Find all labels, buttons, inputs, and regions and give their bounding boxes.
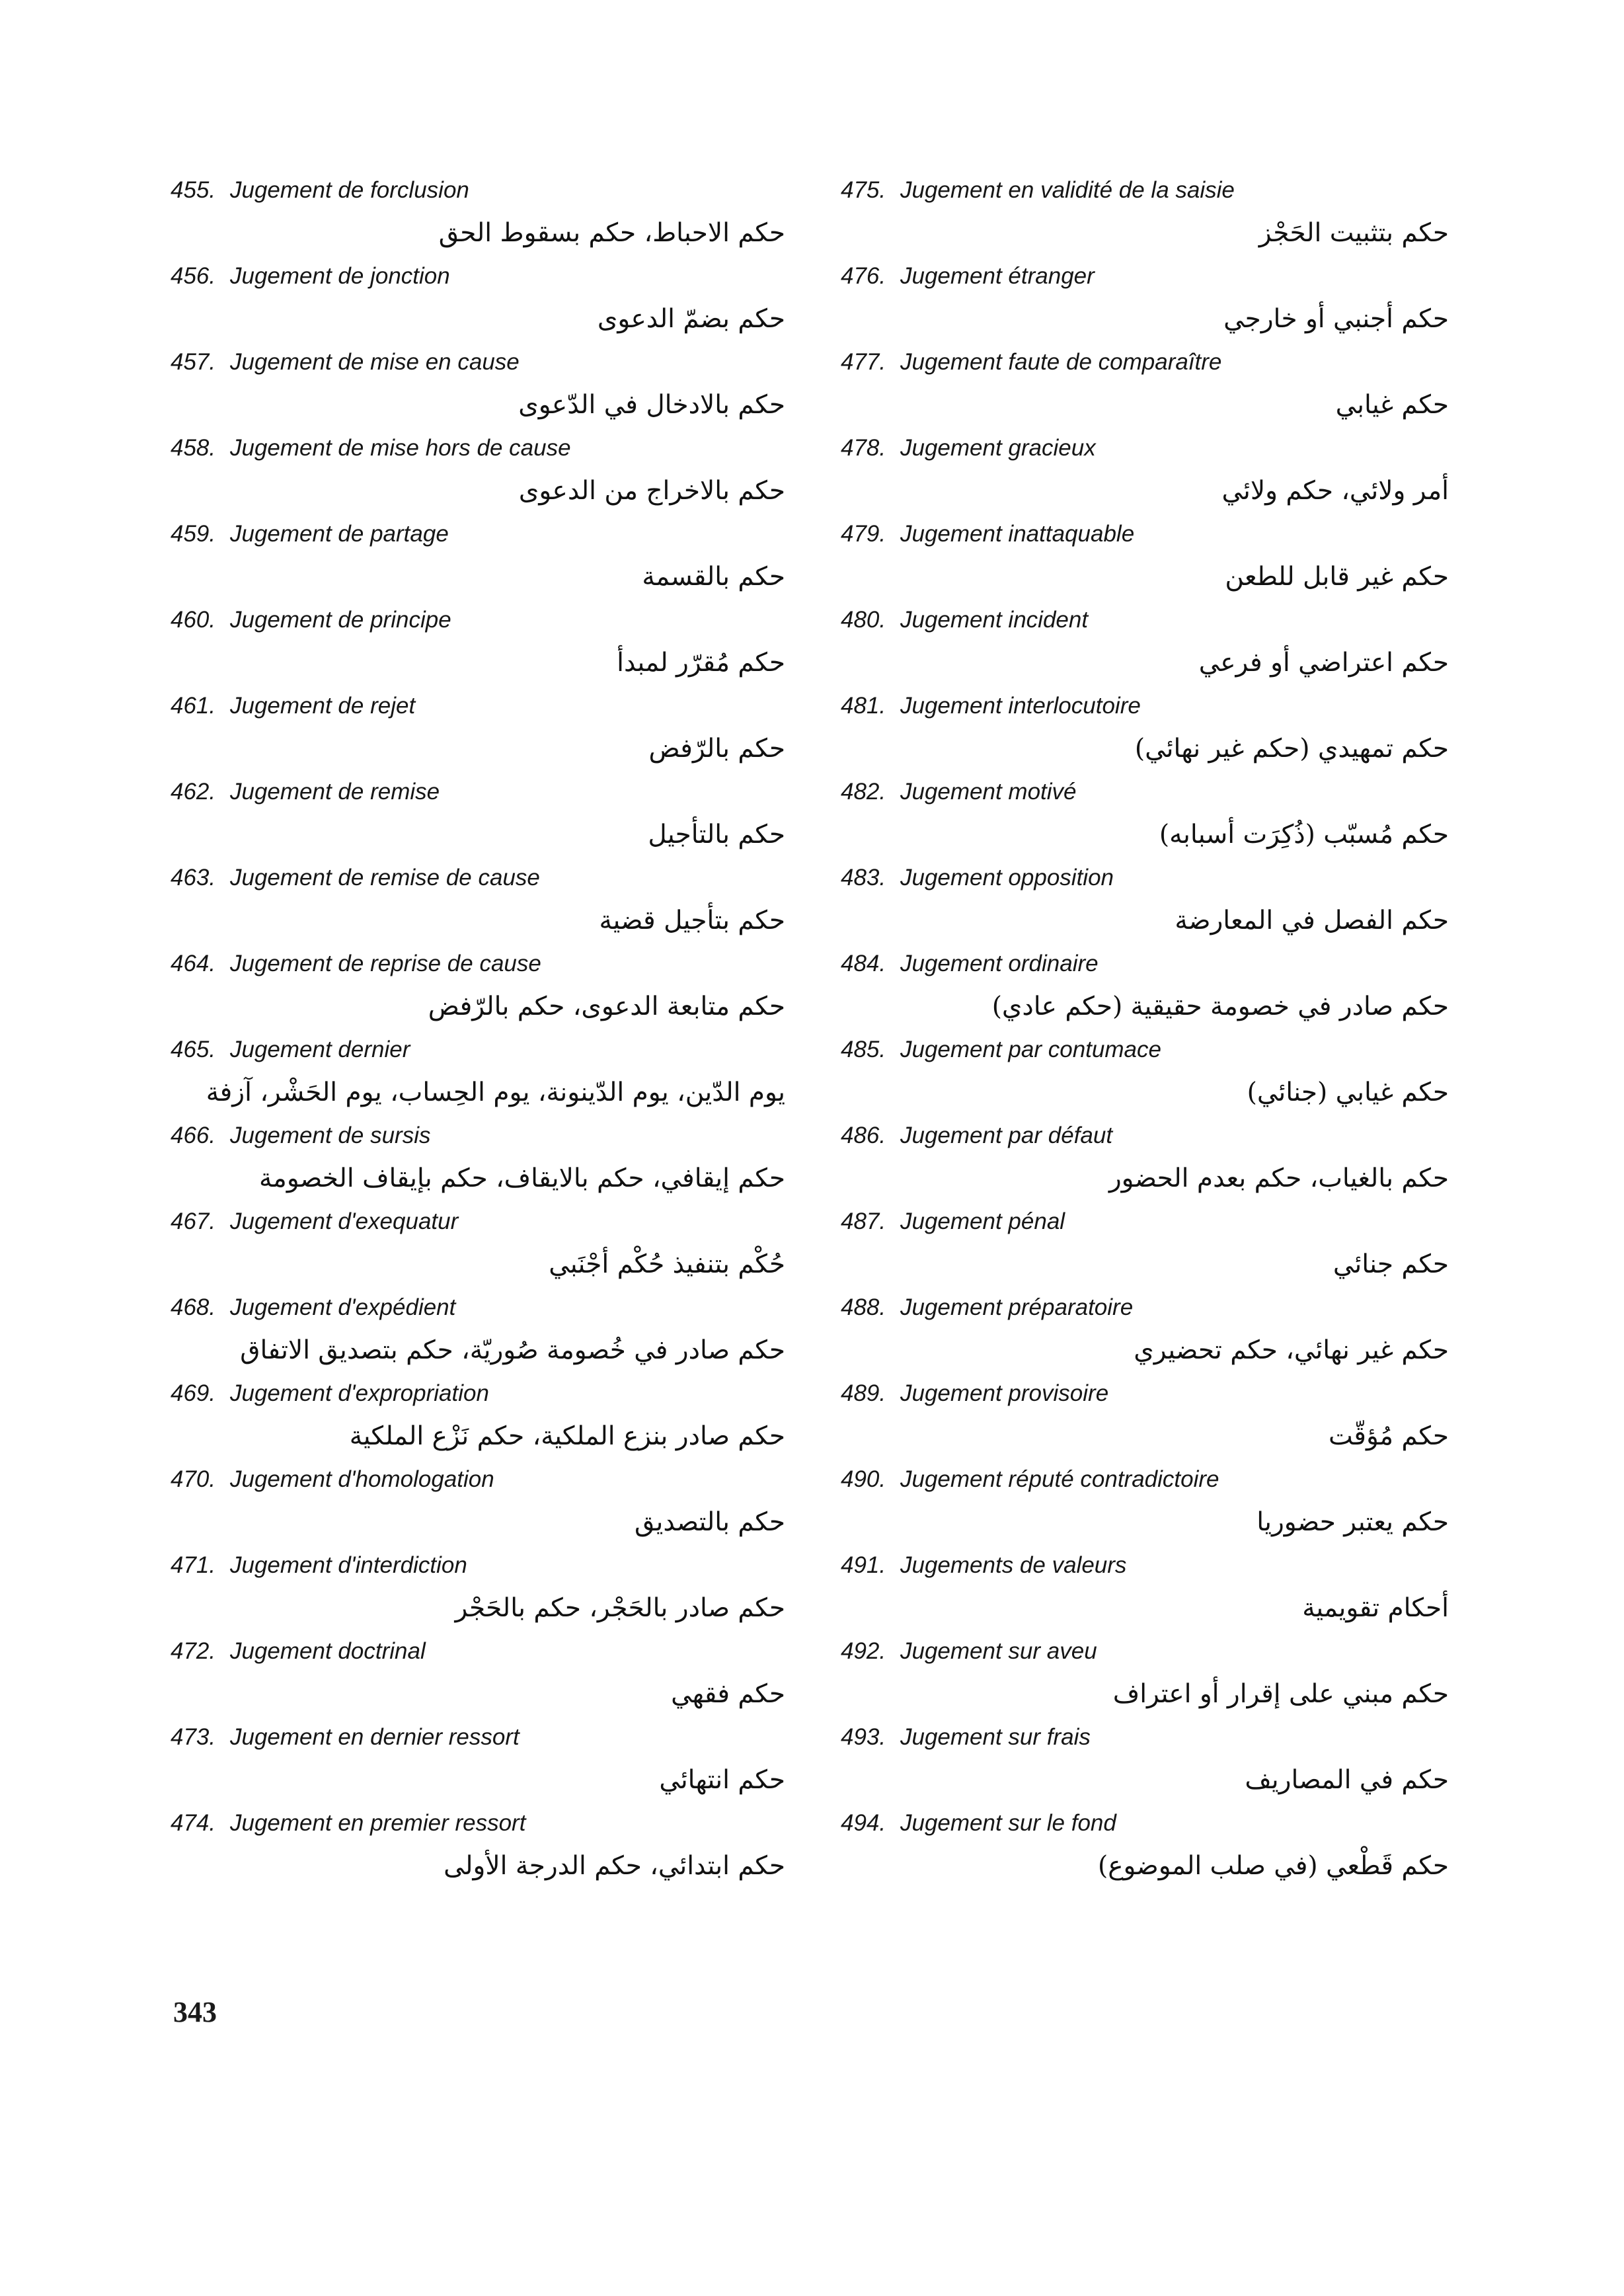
entry-number: 470.: [171, 1466, 216, 1492]
glossary-entry: [171, 1806, 785, 1892]
entry-number: 465.: [171, 1037, 216, 1062]
glossary-entry: [841, 431, 1449, 517]
french-term: [841, 345, 1221, 379]
glossary-entry: [171, 603, 785, 689]
entry-number: 468.: [171, 1294, 216, 1320]
right-column: [841, 173, 1449, 1892]
entry-number: 467.: [171, 1208, 216, 1234]
entry-number: 493.: [841, 1724, 886, 1750]
french-term: [841, 603, 1088, 637]
french-term: [841, 517, 1134, 551]
arabic-translation: حكم بالادخال في الدّعوى: [518, 390, 785, 420]
french-term: [841, 431, 1096, 465]
term-text: Jugement de sursis: [230, 1123, 431, 1148]
term-text: Jugement sur le fond: [900, 1810, 1116, 1836]
term-text: Jugement d'expropriation: [230, 1380, 489, 1406]
french-term: [841, 173, 1235, 208]
french-term: [171, 1290, 455, 1325]
glossary-entry: [841, 1119, 1449, 1205]
entry-number: 461.: [171, 693, 216, 719]
entry-number: 459.: [171, 521, 216, 547]
term-text: Jugement d'homologation: [230, 1466, 494, 1492]
arabic-translation: حكم غيابي (جنائي): [1247, 1078, 1449, 1107]
arabic-translation: حكم مُؤقّت: [1329, 1421, 1449, 1451]
entry-number: 474.: [171, 1810, 216, 1836]
term-text: Jugement de mise hors de cause: [230, 435, 571, 461]
entry-number: 457.: [171, 349, 216, 375]
french-term: [841, 689, 1141, 723]
french-term: [171, 1033, 410, 1067]
term-text: Jugement incident: [900, 607, 1089, 633]
french-term: [171, 947, 541, 981]
entry-number: 469.: [171, 1380, 216, 1406]
entry-number: 464.: [171, 951, 216, 976]
glossary-entry: [841, 1205, 1449, 1290]
entry-number: 455.: [171, 177, 216, 203]
french-term: [841, 775, 1077, 809]
entry-number: 486.: [841, 1123, 886, 1148]
arabic-translation: حكم الفصل في المعارضة: [1175, 906, 1449, 935]
arabic-translation: حكم يعتبر حضوريا: [1257, 1507, 1449, 1537]
glossary-entry: [841, 603, 1449, 689]
arabic-translation: حكم مُقرّر لمبدأ: [617, 648, 785, 678]
french-term: [171, 345, 520, 379]
french-term: [841, 1720, 1091, 1755]
term-text: Jugement de forclusion: [230, 177, 469, 203]
term-text: Jugement de rejet: [230, 693, 416, 719]
term-text: Jugement réputé contradictoire: [900, 1466, 1219, 1492]
arabic-translation: حكم صادر بنزع الملكية، حكم نَزْع الملكية: [349, 1421, 785, 1451]
glossary-entry: [841, 1033, 1449, 1119]
glossary-entry: [171, 1290, 785, 1376]
french-term: [171, 1462, 494, 1497]
french-term: [171, 861, 540, 895]
glossary-entry: [171, 1462, 785, 1548]
french-term: [171, 1205, 458, 1239]
term-text: Jugement provisoire: [900, 1380, 1109, 1406]
entry-number: 479.: [841, 521, 886, 547]
glossary-entry: [171, 259, 785, 345]
entry-number: 460.: [171, 607, 216, 633]
french-term: [171, 259, 450, 294]
arabic-translation: حكم مُسبّب (ذُكِرَت أسبابه): [1159, 820, 1449, 850]
entry-number: 490.: [841, 1466, 886, 1492]
glossary-entry: [841, 1290, 1449, 1376]
entry-number: 463.: [171, 865, 216, 891]
arabic-translation: حكم إيقافي، حكم بالايقاف، حكم بإيقاف الخصومة: [259, 1164, 785, 1193]
entry-number: 466.: [171, 1123, 216, 1148]
french-term: [171, 603, 451, 637]
entry-number: 492.: [841, 1638, 886, 1664]
arabic-translation: حكم انتهائي: [659, 1765, 785, 1795]
term-text: Jugement en validité de la saisie: [900, 177, 1235, 203]
entry-number: 485.: [841, 1037, 886, 1062]
glossary-entry: [841, 689, 1449, 775]
french-term: [171, 1720, 520, 1755]
glossary-entry: [171, 861, 785, 947]
page-number: 343: [173, 1996, 217, 2028]
french-term: [171, 431, 571, 465]
glossary-entry: [841, 775, 1449, 861]
arabic-translation: أمر ولائي، حكم ولائي: [1221, 476, 1449, 506]
french-term: [841, 1806, 1116, 1841]
glossary-entry: [841, 345, 1449, 431]
french-term: [841, 259, 1095, 294]
term-text: Jugement motivé: [900, 779, 1077, 805]
entry-number: 475.: [841, 177, 886, 203]
arabic-translation: حكم الاحباط، حكم بسقوط الحق: [438, 218, 785, 248]
term-text: Jugement faute de comparaître: [900, 349, 1222, 375]
entry-number: 489.: [841, 1380, 886, 1406]
entry-number: 484.: [841, 951, 886, 976]
french-term: [171, 1806, 525, 1841]
term-text: Jugement de principe: [230, 607, 451, 633]
arabic-translation: حكم بالتصديق: [634, 1507, 785, 1537]
arabic-translation: حكم بالقسمة: [642, 562, 785, 592]
term-text: Jugement opposition: [900, 865, 1114, 891]
term-text: Jugement d'expédient: [230, 1294, 456, 1320]
term-text: Jugement en dernier ressort: [230, 1724, 520, 1750]
arabic-translation: حكم جنائي: [1333, 1249, 1449, 1279]
glossary-entry: [171, 775, 785, 861]
arabic-translation: حكم صادر في خُصومة صُوريّة، حكم بتصديق الاتفاق: [240, 1335, 785, 1365]
glossary-entry: [171, 1119, 785, 1205]
glossary-entry: [841, 173, 1449, 259]
term-text: Jugement de reprise de cause: [230, 951, 541, 976]
term-text: Jugement par contumace: [900, 1037, 1161, 1062]
arabic-translation: أحكام تقويمية: [1302, 1593, 1449, 1623]
glossary-entry: [171, 947, 785, 1033]
term-text: Jugement ordinaire: [900, 951, 1099, 976]
glossary-entry: [841, 259, 1449, 345]
term-text: Jugement d'exequatur: [230, 1208, 459, 1234]
arabic-translation: حكم أجنبي أو خارجي: [1223, 304, 1449, 334]
term-text: Jugement sur aveu: [900, 1638, 1097, 1664]
glossary-entry: [841, 861, 1449, 947]
term-text: Jugement par défaut: [900, 1123, 1113, 1148]
glossary-entry: [841, 517, 1449, 603]
arabic-translation: حكم بالغياب، حكم بعدم الحضور: [1108, 1164, 1449, 1193]
french-term: [171, 1548, 467, 1583]
term-text: Jugement sur frais: [900, 1724, 1091, 1750]
term-text: Jugement de remise: [230, 779, 440, 805]
entry-number: 487.: [841, 1208, 886, 1234]
arabic-translation: حكم بالرّفض: [648, 734, 785, 764]
arabic-translation: يوم الدّين، يوم الدّينونة، يوم الحِساب، يوم الحَشْر، آزفة: [206, 1078, 785, 1107]
arabic-translation: حكم بالاخراج من الدعوى: [518, 476, 785, 506]
entry-number: 491.: [841, 1552, 886, 1578]
french-term: [171, 689, 415, 723]
term-text: Jugement d'interdiction: [230, 1552, 467, 1578]
term-text: Jugement de partage: [230, 521, 449, 547]
arabic-translation: حكم صادر في خصومة حقيقية (حكم عادي): [991, 992, 1449, 1021]
entry-number: 483.: [841, 865, 886, 891]
term-text: Jugement étranger: [900, 263, 1095, 289]
entry-number: 481.: [841, 693, 886, 719]
glossary-entry: [171, 689, 785, 775]
term-text: Jugement préparatoire: [900, 1294, 1134, 1320]
glossary-entry: [841, 1720, 1449, 1806]
glossary-entry: [841, 947, 1449, 1033]
french-term: [841, 1205, 1065, 1239]
french-term: [841, 947, 1099, 981]
term-text: Jugement doctrinal: [230, 1638, 426, 1664]
entry-number: 488.: [841, 1294, 886, 1320]
term-text: Jugement en premier ressort: [230, 1810, 526, 1836]
entry-number: 456.: [171, 263, 216, 289]
french-term: [171, 173, 469, 208]
glossary-entry: [171, 1548, 785, 1634]
arabic-translation: حُكْم بتنفيذ حُكْم أجْنَبي: [549, 1249, 785, 1279]
entry-number: 458.: [171, 435, 216, 461]
arabic-translation: حكم بتأجيل قضية: [599, 906, 785, 935]
glossary-entry: [841, 1548, 1449, 1634]
term-text: Jugement de remise de cause: [230, 865, 540, 891]
entry-number: 473.: [171, 1724, 216, 1750]
glossary-entry: [171, 173, 785, 259]
glossary-entry: [841, 1806, 1449, 1892]
term-text: Jugement pénal: [900, 1208, 1065, 1234]
glossary-entry: [841, 1634, 1449, 1720]
entry-number: 478.: [841, 435, 886, 461]
arabic-translation: حكم صادر بالحَجْر، حكم بالحَجْر: [455, 1593, 785, 1623]
entry-number: 494.: [841, 1810, 886, 1836]
french-term: [841, 1634, 1097, 1669]
entry-number: 472.: [171, 1638, 216, 1664]
arabic-translation: حكم في المصاريف: [1245, 1765, 1449, 1795]
french-term: [171, 1119, 430, 1153]
glossary-entry: [171, 345, 785, 431]
term-text: Jugement de jonction: [230, 263, 450, 289]
glossary-entry: [171, 1376, 785, 1462]
french-term: [841, 1376, 1108, 1411]
term-text: Jugement dernier: [230, 1037, 410, 1062]
entry-number: 471.: [171, 1552, 216, 1578]
left-column: [171, 173, 785, 1892]
glossary-entry: [171, 517, 785, 603]
entry-number: 477.: [841, 349, 886, 375]
term-text: Jugement inattaquable: [900, 521, 1135, 547]
french-term: [171, 775, 440, 809]
arabic-translation: حكم مبني على إقرار أو اعتراف: [1112, 1679, 1449, 1709]
term-text: Jugement interlocutoire: [900, 693, 1141, 719]
glossary-entry: [841, 1462, 1449, 1548]
arabic-translation: حكم غير قابل للطعن: [1225, 562, 1449, 592]
french-term: [171, 1634, 426, 1669]
french-term: [841, 1462, 1219, 1497]
arabic-translation: حكم غير نهائي، حكم تحضيري: [1134, 1335, 1449, 1365]
arabic-translation: حكم بضمّ الدعوى: [597, 304, 785, 334]
term-text: Jugement de mise en cause: [230, 349, 520, 375]
term-text: Jugements de valeurs: [900, 1552, 1127, 1578]
french-term: [841, 1548, 1126, 1583]
arabic-translation: حكم بالتأجيل: [648, 820, 785, 850]
french-term: [841, 1033, 1161, 1067]
entry-number: 480.: [841, 607, 886, 633]
glossary-entry: [171, 431, 785, 517]
arabic-translation: حكم قَطْعي (في صلب الموضوع): [1098, 1851, 1449, 1881]
arabic-translation: حكم بتثبيت الحَجْز: [1258, 218, 1449, 248]
arabic-translation: حكم تمهيدي (حكم غير نهائي): [1134, 734, 1449, 764]
french-term: [841, 861, 1114, 895]
arabic-translation: حكم متابعة الدعوى، حكم بالرّفض: [428, 992, 785, 1021]
french-term: [171, 1376, 489, 1411]
glossary-entry: [171, 1205, 785, 1290]
glossary-entry: [841, 1376, 1449, 1462]
french-term: [171, 517, 449, 551]
entry-number: 476.: [841, 263, 886, 289]
arabic-translation: حكم ابتدائي، حكم الدرجة الأولى: [444, 1851, 785, 1881]
entry-number: 462.: [171, 779, 216, 805]
french-term: [841, 1290, 1133, 1325]
arabic-translation: حكم اعتراضي أو فرعي: [1198, 648, 1449, 678]
arabic-translation: حكم فقهي: [671, 1679, 785, 1709]
entry-number: 482.: [841, 779, 886, 805]
arabic-translation: حكم غيابي: [1335, 390, 1449, 420]
french-term: [841, 1119, 1112, 1153]
glossary-entry: [171, 1720, 785, 1806]
glossary-entry: [171, 1634, 785, 1720]
term-text: Jugement gracieux: [900, 435, 1096, 461]
glossary-entry: [171, 1033, 785, 1119]
